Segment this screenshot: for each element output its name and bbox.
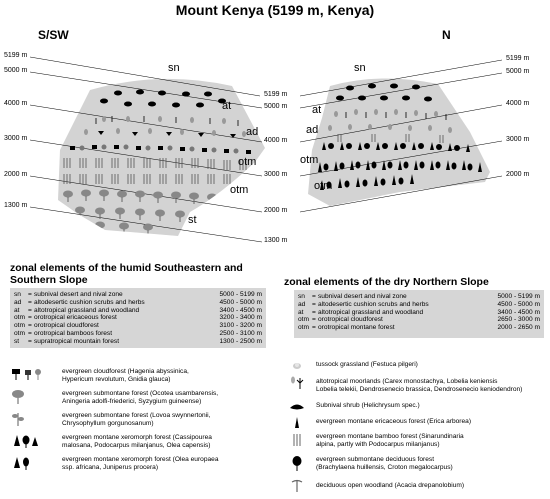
legend-code: st (14, 337, 20, 345)
legend-code: otm (298, 316, 309, 324)
legend-code: sn (298, 293, 305, 300)
symbol-legend-right-1: altotropical moorlands (Carex monostachya, Lobelia keniensis Lobelia telekii, Dendrosenecio brassica, Dendrosenecio keniodendron) (316, 378, 523, 393)
legend-row (298, 316, 540, 324)
deciduous-forest-icon (286, 454, 308, 472)
legend-code: at (298, 308, 304, 316)
legend-equals: = (28, 337, 32, 345)
tussock-grass-icon (286, 358, 308, 372)
symbol-legend-right-5: evergreen submontane deciduous forest (Brachylaena huillensis, Croton megalocarpus) (316, 456, 453, 471)
legend-range: 2000 - 2650 m (497, 324, 540, 332)
zone-left-st: st (188, 214, 197, 226)
legend-desc: orotropical cloudforest (34, 322, 99, 330)
symbol-legend-left-4: evergreen montane xeromorph forest (Olea europaea ssp. africana, Juniperus procera) (62, 456, 219, 471)
elev-left-4000: 4000 m (4, 100, 28, 107)
legend-desc: subnival desert and nival zone (318, 293, 407, 300)
legend-range: 2500 - 3100 m (219, 329, 262, 337)
zone-left-at: at (222, 100, 232, 112)
xeromorph-forest-icon (10, 432, 58, 450)
legend-range: 2650 - 3000 m (497, 316, 540, 324)
slope-label-right: N (442, 28, 451, 42)
legend-desc: altodesertic cushion scrubs and herbs (34, 298, 145, 306)
zone-left-otm-1: otm (238, 156, 257, 168)
symbol-legend-right-0: tussock grassland (Festuca pilgeri) (316, 361, 418, 368)
legend-equals: = (312, 293, 316, 300)
legend-desc: altodesertic cushion scrubs and herbs (318, 300, 429, 308)
legend-range: 4500 - 5000 m (497, 300, 540, 308)
cloudforest-tree-icon (10, 366, 58, 384)
legend-row (298, 324, 540, 332)
north-legend-table (294, 290, 544, 338)
symbol-legend-right-3: evergreen montane ericaceous forest (Erica arborea) (316, 418, 472, 425)
legend-row (14, 314, 262, 322)
legend-equals: = (28, 314, 32, 322)
elev-center-5199: 5199 m (264, 91, 288, 98)
legend-equals: = (28, 329, 32, 337)
symbol-legend-right-4: evergreen montane bamboo forest (Sinarundinaria alpina, partly with Podocarpus milanjanus) (316, 433, 464, 448)
zone-right-sn: sn (354, 62, 366, 74)
submontane-forest-icon (10, 388, 58, 406)
legend-code: at (14, 306, 20, 314)
elev-right-4000: 4000 m (506, 100, 530, 107)
legend-range: 3100 - 3200 m (219, 322, 262, 330)
legend-code: ad (298, 300, 306, 308)
legend-code: ad (14, 298, 22, 306)
legend-code: otm (14, 329, 25, 337)
legend-equals: = (28, 306, 32, 314)
legend-equals: = (312, 300, 316, 308)
symbol-legend-right-2: Subnival shrub (Helichrysum spec.) (316, 402, 420, 409)
symbol-legend-left-2: evergreen submontane forest (Lovoa swynnertonii, Chrysophyllum gorgunosanum) (62, 412, 211, 427)
south-legend-table (10, 288, 266, 348)
legend-row (14, 338, 262, 346)
legend-equals: = (312, 324, 316, 332)
legend-equals: = (28, 298, 32, 306)
symbol-legend-right-6: deciduous open woodland (Acacia drepanolobium) (316, 482, 465, 489)
legend-desc: orotropical bamboos forest (34, 329, 113, 337)
legend-desc: altotropical grassland and woodland (34, 306, 140, 314)
legend-equals: = (312, 308, 316, 316)
legend-equals: = (28, 291, 32, 298)
legend-equals: = (312, 316, 316, 324)
submontane-forest-2-icon (10, 410, 58, 428)
elev-left-3000: 3000 m (4, 135, 28, 142)
legend-range: 3200 - 3400 m (219, 314, 262, 322)
legend-row (14, 307, 262, 315)
page-title: Mount Kenya (5199 m, Kenya) (175, 2, 375, 18)
zone-left-ad: ad (246, 126, 259, 138)
xeromorph-forest-2-icon (10, 454, 58, 472)
elev-center-3000: 3000 m (264, 171, 288, 178)
ericaceous-forest-icon (286, 415, 308, 429)
elev-center-4000: 4000 m (264, 137, 288, 144)
elev-left-2000: 2000 m (4, 171, 28, 178)
symbol-legend-left-1: evergreen submontane forest (Ocotea usambarensis, Aningeria adolfi-friederici, Syzygium guineense) (62, 390, 219, 405)
north-legend-title: zonal elements of the dry Northern Slope (284, 276, 489, 288)
legend-desc: subnival desert and nival zone (34, 291, 123, 298)
legend-range: 1300 - 2500 m (219, 337, 262, 345)
elev-right-5199: 5199 m (506, 55, 530, 62)
legend-range: 5000 - 5199 m (497, 293, 540, 300)
zone-right-at: at (312, 104, 322, 116)
zone-right-otm-1: otm (300, 154, 319, 166)
zone-left-sn: sn (168, 62, 180, 74)
legend-desc: supratropical mountain forest (34, 337, 120, 345)
elev-center-5000: 5000 m (264, 103, 288, 110)
legend-code: otm (14, 322, 25, 330)
subnival-shrub-icon (286, 400, 308, 412)
legend-range: 3400 - 4500 m (497, 308, 540, 316)
legend-desc: orotropical ericaceous forest (34, 314, 117, 322)
zone-left-otm-2: otm (230, 184, 249, 196)
bamboo-forest-icon (286, 432, 308, 448)
legend-code: otm (14, 314, 25, 322)
elev-right-3000: 3000 m (506, 136, 530, 143)
legend-row (14, 330, 262, 338)
legend-row (14, 322, 262, 330)
legend-equals: = (28, 322, 32, 330)
altotropical-moorland-icon (286, 374, 308, 392)
south-legend-title: zonal elements of the humid Southeastern and Southern Slope (10, 262, 243, 286)
zone-right-otm-2: otm (314, 180, 333, 192)
legend-row (298, 301, 540, 309)
symbol-legend-left-3: evergreen montane xeromorph forest (Cassipourea malosana, Podocarpus milanjanus, Olea capensis) (62, 434, 212, 449)
elev-left-5199: 5199 m (4, 52, 28, 59)
north-slope-profile (308, 78, 490, 206)
elev-right-2000: 2000 m (506, 171, 530, 178)
open-woodland-icon (286, 478, 308, 494)
symbol-legend-left-0: evergreen cloudforest (Hagenia abyssinica, Hypericum revolutum, Gnidia glauca) (62, 368, 189, 383)
legend-code: otm (298, 324, 309, 332)
legend-row (14, 299, 262, 307)
legend-desc: orotropical montane forest (318, 324, 395, 332)
legend-row (14, 291, 262, 299)
legend-code: sn (14, 291, 21, 298)
elev-center-2000: 2000 m (264, 207, 288, 214)
elev-center-1300: 1300 m (264, 237, 288, 244)
legend-range: 5000 - 5199 m (219, 291, 262, 298)
legend-range: 3400 - 4500 m (219, 306, 262, 314)
elev-left-5000: 5000 m (4, 67, 28, 74)
zone-right-ad: ad (306, 124, 319, 136)
legend-range: 4500 - 5000 m (219, 298, 262, 306)
legend-desc: orotropical cloudforest (318, 316, 383, 324)
slope-label-left: S/SW (38, 28, 69, 42)
elev-right-5000: 5000 m (506, 68, 530, 75)
elev-left-1300: 1300 m (4, 202, 28, 209)
legend-row (298, 309, 540, 317)
legend-desc: altotropical grassland and woodland (318, 308, 424, 316)
legend-row (298, 293, 540, 301)
